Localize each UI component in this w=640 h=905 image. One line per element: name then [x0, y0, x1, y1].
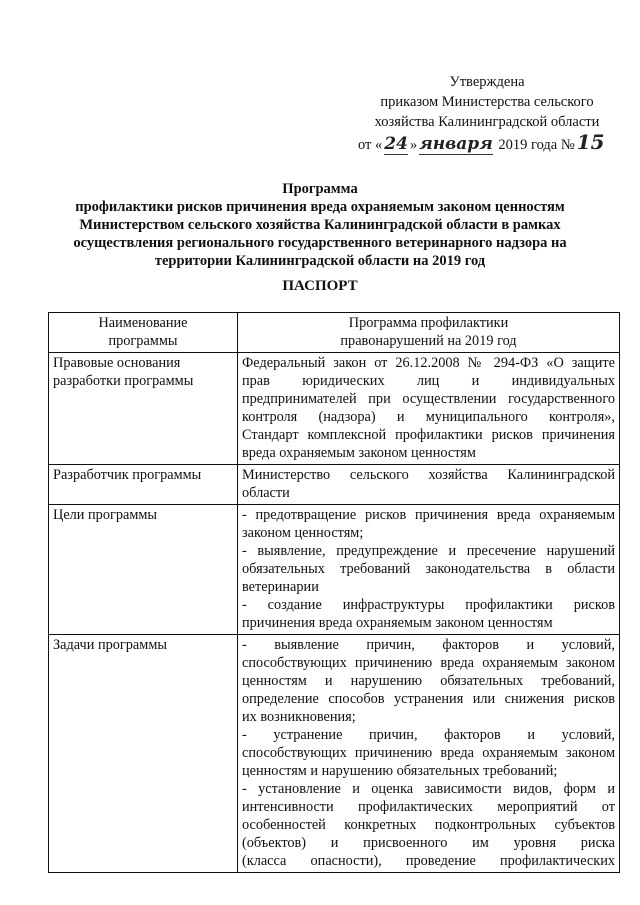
table-row: [49, 353, 620, 465]
header-col2-line1: Программа профилактики: [348, 315, 509, 331]
table-row: [49, 635, 620, 873]
row-text-line: предпринимателей при осуществлении государственного: [242, 391, 615, 407]
row-label: [49, 465, 238, 505]
row-text-line: законом ценностям;: [242, 525, 364, 541]
table-header-row: [49, 313, 620, 353]
row-text-line: - выявление причин, факторов и условий,: [242, 637, 615, 653]
handwritten-day: 24: [384, 134, 408, 154]
handwritten-order-number: 15: [576, 130, 605, 154]
row-text-line: (объектов) и присвоенного им уровня риска: [242, 835, 615, 851]
row-text-line: причинения вреда охраняемым законом ценностям: [242, 615, 553, 631]
row-content: [238, 505, 620, 635]
row-text-line: Министерство сельского хозяйства Калининградской: [242, 467, 615, 483]
document-title: [60, 180, 580, 270]
row-text-line: - выявление, предупреждение и пресечение нарушений: [242, 543, 615, 559]
table-row: [49, 465, 620, 505]
row-text-line: обязательных требований законодательства в области: [242, 561, 615, 577]
row-text-line: - создание инфраструктуры профилактики рисков: [242, 597, 615, 613]
title-line-1: Программа: [282, 181, 358, 197]
row-label-line: Цели программы: [53, 507, 158, 523]
date-year-text: 2019 года №: [498, 137, 575, 153]
row-text-line: - установление и оценка зависимости видов, форм и: [242, 781, 615, 797]
approval-line-1: Утверждена: [449, 74, 525, 90]
approval-line-3: хозяйства Калининградской области: [374, 114, 600, 130]
row-label-line: Задачи программы: [53, 637, 167, 653]
row-label-line: разработки программы: [53, 373, 194, 389]
row-text-line: определение способов устранения или снижения рисков: [242, 691, 615, 707]
header-col1-line1: Наименование: [98, 315, 188, 331]
row-text-line: особенностей конкретных подконтрольных субъектов: [242, 817, 615, 833]
row-text-line: прав юридических лиц и индивидуальных: [242, 373, 615, 389]
row-text-line: (класса опасности), проведение профилактических: [242, 853, 615, 869]
title-line-4: осуществления регионального государственного ветеринарного надзора на: [73, 235, 567, 251]
header-col2-line2: правонарушений на 2019 год: [340, 333, 517, 349]
title-line-3: Министерством сельского хозяйства Калининградской области в рамках: [79, 217, 561, 233]
passport-heading: ПАСПОРТ: [282, 278, 358, 294]
title-line-5: территории Калининградской области на 2019 год: [154, 253, 486, 269]
header-cell-value: [238, 313, 620, 353]
row-text-line: ценностям и нарушению обязательных требований;: [242, 763, 558, 779]
row-text-line: вреда охраняемым законом ценностям: [242, 445, 476, 461]
row-text-line: контроля (надзора) и муниципального контроля»,: [242, 409, 615, 425]
table-row: [49, 505, 620, 635]
row-label: [49, 505, 238, 635]
approval-block: [352, 72, 622, 155]
row-text-line: Стандарт комплексной профилактики рисков причинения: [242, 427, 615, 443]
handwritten-month: января: [419, 134, 493, 154]
row-label: [49, 635, 238, 873]
row-text-line: - устранение причин, факторов и условий,: [242, 727, 615, 743]
row-label-line: Разработчик программы: [53, 467, 202, 483]
row-text-line: - предотвращение рисков причинения вреда охраняемым: [242, 507, 615, 523]
approval-line-2: приказом Министерства сельского: [380, 94, 594, 110]
header-cell-name: [49, 313, 238, 353]
row-text-line: интенсивности профилактических мероприятий от: [242, 799, 615, 815]
passport-table: [48, 312, 620, 873]
row-content: [238, 635, 620, 873]
row-content: [238, 353, 620, 465]
title-line-2: профилактики рисков причинения вреда охраняемым законом ценностям: [75, 199, 565, 215]
header-col1-line2: программы: [108, 333, 178, 349]
row-text-line: ценностям и нарушению обязательных требований,: [242, 673, 615, 689]
date-separator: »: [409, 137, 418, 153]
row-label: [49, 353, 238, 465]
row-text-line: способствующих причинению вреда охраняемым законом: [242, 655, 615, 671]
row-text-line: области: [242, 485, 290, 501]
row-text-line: ветеринарии: [242, 579, 319, 595]
approval-date-line: [352, 132, 622, 155]
row-text-line: Федеральный закон от 26.12.2008 № 294-ФЗ «О защите: [242, 355, 615, 371]
row-text-line: их возникновения;: [242, 709, 356, 725]
row-text-line: способствующих причинению вреда охраняемым законом: [242, 745, 615, 761]
date-prefix: от «: [358, 137, 383, 153]
row-label-line: Правовые основания: [53, 355, 181, 371]
row-content: [238, 465, 620, 505]
